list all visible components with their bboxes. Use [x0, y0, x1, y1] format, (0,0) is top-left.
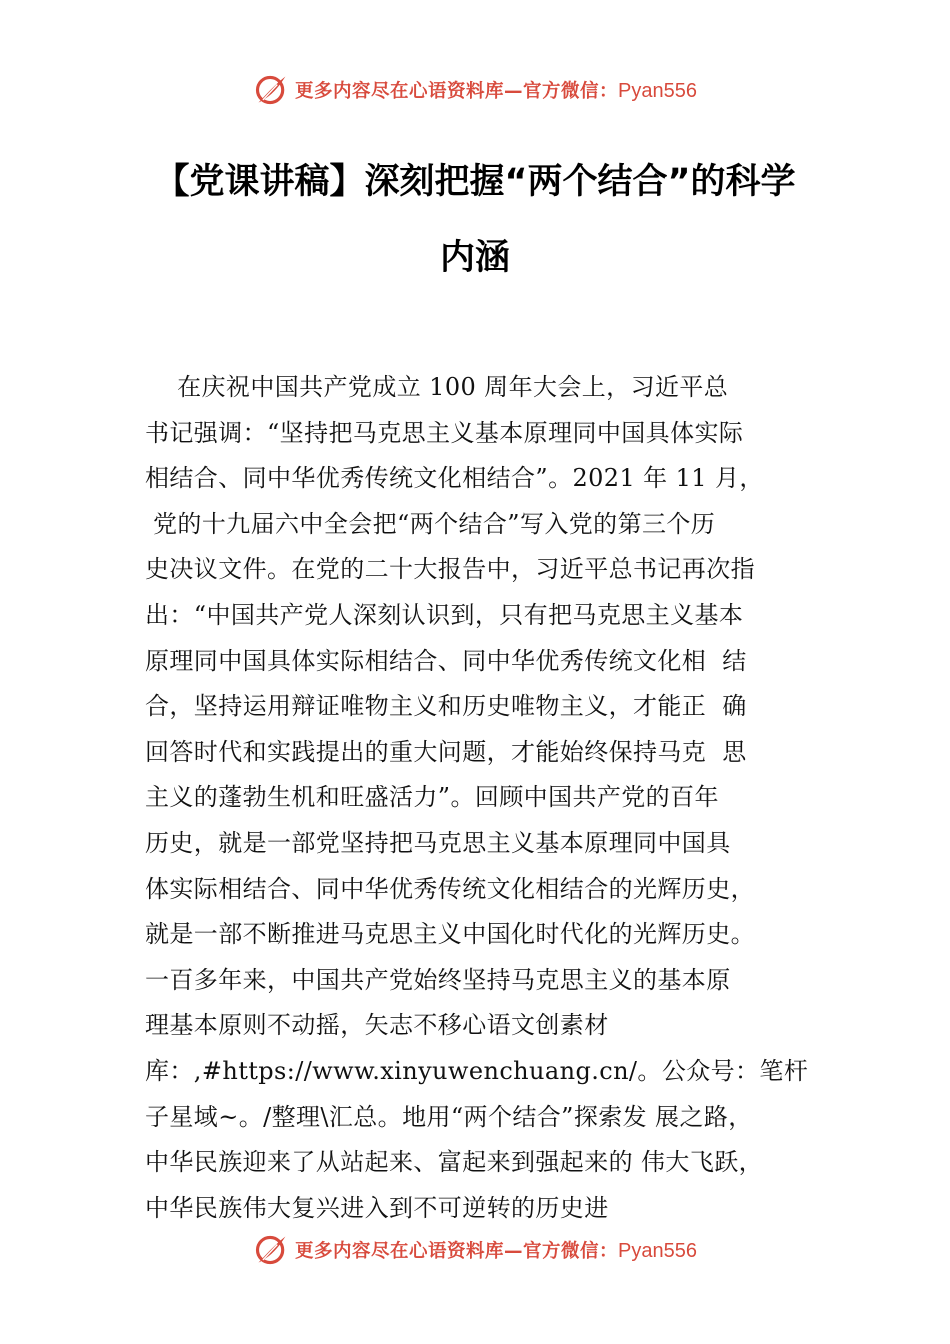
- footer-banner-text: [295, 1237, 697, 1263]
- body-line: 书记强调：“坚持把马克思主义基本原理同中国具体实际: [145, 418, 744, 447]
- banner-separator: —: [504, 1241, 524, 1262]
- body-line: 在庆祝中国共产党成立 100 周年大会上，习近平总: [145, 373, 729, 401]
- body-line: 体实际相结合、同中华优秀传统文化相结合的光辉历史，: [145, 874, 755, 903]
- body-line: 主义的蓬勃生机和旺盛活力”。回顾中国共产党的百年: [145, 783, 719, 812]
- body-line: 党的十九届六中全会把“两个结合”写入党的第三个历: [145, 509, 716, 538]
- quill-pen-logo-icon: [253, 72, 289, 108]
- body-line: 历史，就是一部党坚持把马克思主义基本原理同中国具: [145, 828, 731, 857]
- body-line: 一百多年来，中国共产党始终坚持马克思主义的基本原: [145, 965, 731, 994]
- body-line: 回答时代和实践提出的重大问题，才能始终保持马克 思: [145, 737, 747, 766]
- body-line: 就是一部不断推进马克思主义中国化时代化的光辉历史。: [145, 920, 755, 949]
- body-line: 中华民族伟大复兴进入到不可逆转的历史进: [145, 1193, 609, 1222]
- banner-wechat-id: Pyan556: [618, 80, 697, 102]
- body-line: 库：,#https://www.xinyuwenchuang.cn/。公众号：笔杆: [145, 1056, 809, 1085]
- quill-pen-logo-icon: [253, 1232, 289, 1268]
- page-title-line-2: 内涵: [439, 238, 510, 278]
- banner-wechat-id: Pyan556: [618, 1240, 697, 1262]
- body-line: 出：“中国共产党人深刻认识到，只有把马克思主义基本: [145, 600, 744, 629]
- page-title-line-1: 【党课讲稿】深刻把握“两个结合”的科学: [154, 162, 796, 202]
- banner-main-text: 更多内容尽在心语资料库: [295, 1241, 505, 1262]
- body-line: 合，坚持运用辩证唯物主义和历史唯物主义，才能正 确: [145, 692, 747, 721]
- banner-main-text: 更多内容尽在心语资料库: [295, 81, 505, 102]
- banner-wechat-label: 官方微信：: [523, 81, 619, 102]
- banner-wechat-label: 官方微信：: [523, 1241, 619, 1262]
- header-banner: [0, 72, 950, 108]
- body-line: 相结合、同中华优秀传统文化相结合”。2021 年 11 月，: [145, 464, 764, 493]
- footer-banner: [0, 1232, 950, 1268]
- body-line: 史决议文件。在党的二十大报告中，习近平总书记再次指: [145, 555, 755, 584]
- body-line: 中华民族迎来了从站起来、富起来到强起来的 伟大飞跃，: [145, 1148, 764, 1177]
- body-line: 子星域~。/整理\汇总。地用“两个结合”探索发 展之路，: [145, 1102, 753, 1131]
- body-line: 理基本原则不动摇，矢志不移心语文创素材: [145, 1011, 609, 1040]
- header-banner-text: [295, 77, 697, 103]
- body-paragraph: [145, 365, 845, 1231]
- body-line: 原理同中国具体实际相结合、同中华优秀传统文化相 结: [145, 646, 747, 675]
- banner-separator: —: [504, 81, 524, 102]
